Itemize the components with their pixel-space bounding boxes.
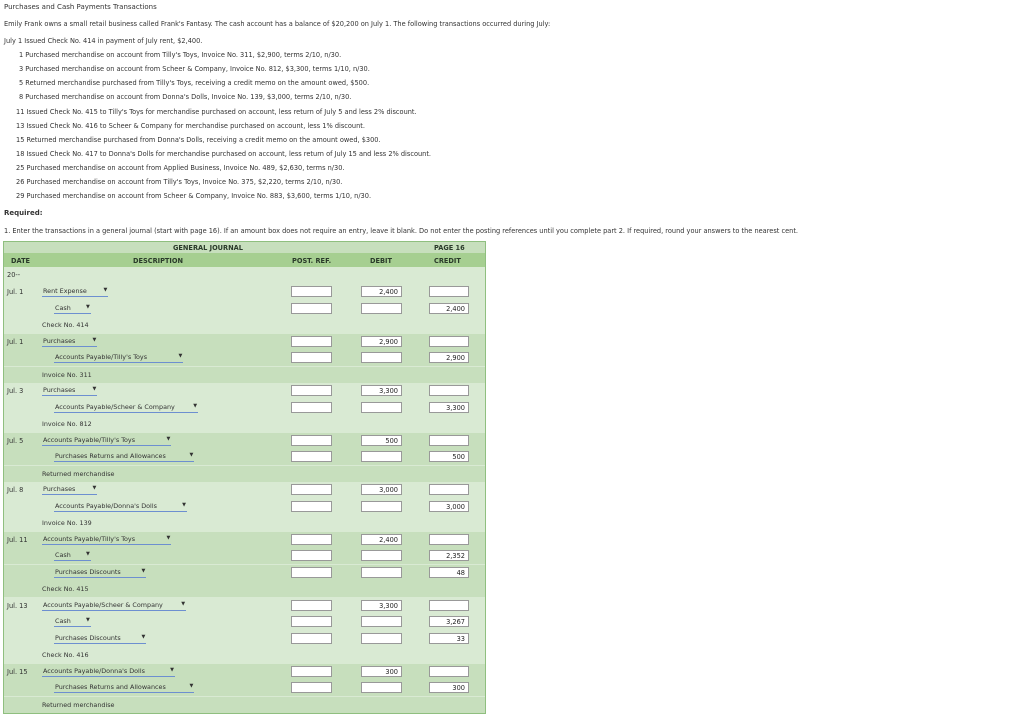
post-ref-input[interactable] [291, 501, 332, 512]
journal-entry-row [4, 301, 485, 317]
transaction-line: 25 Purchased merchandise on account from Applied Business, Invoice No. 489, $2,630, terms n/30. [16, 164, 345, 172]
journal-entry-row [4, 499, 485, 515]
entry-date: Jul. 5 [7, 436, 24, 445]
chevron-down-icon: ▼ [181, 600, 186, 607]
chevron-down-icon: ▼ [92, 336, 97, 343]
transaction-line: 1 Purchased merchandise on account from Tilly's Toys, Invoice No. 311, $2,900, terms 2/10, n/30. [19, 51, 342, 59]
transaction-line: July 1 Issued Check No. 414 in payment of July rent, $2,400. [4, 37, 203, 45]
post-ref-input[interactable] [291, 534, 332, 545]
account-select-label: Purchases Discounts [55, 633, 121, 642]
debit-input[interactable] [361, 501, 402, 512]
journal-entry-row [4, 449, 485, 465]
post-ref-input[interactable] [291, 633, 332, 644]
account-select-label: Purchases [43, 485, 76, 493]
chevron-down-icon: ▼ [193, 402, 198, 409]
account-select[interactable] [54, 304, 91, 314]
transaction-line: 29 Purchased merchandise on account from Scheer & Company, Invoice No. 883, $3,600, terms 1/10, n/30. [16, 192, 372, 200]
credit-header: CREDIT [434, 257, 461, 265]
account-select[interactable] [42, 386, 97, 396]
chevron-down-icon: ▼ [182, 501, 186, 508]
account-select[interactable] [42, 337, 97, 347]
journal-entry-row [4, 532, 485, 548]
journal-memo-row [4, 647, 485, 663]
journal-memo-row [4, 367, 485, 383]
credit-input[interactable] [429, 286, 469, 297]
post-ref-input[interactable] [291, 435, 332, 446]
journal-entry-row [4, 482, 485, 498]
post-ref-input[interactable] [291, 567, 332, 578]
journal-memo-row [4, 581, 485, 597]
credit-input[interactable]: 2,400 [429, 303, 469, 314]
credit-input[interactable] [429, 385, 469, 396]
journal-entry-row [4, 565, 485, 581]
description-header: DESCRIPTION [133, 257, 184, 265]
journal-memo-row [4, 466, 485, 482]
chevron-down-icon: ▼ [166, 534, 171, 541]
account-select-label: Cash [55, 303, 71, 312]
entry-memo: Check No. 415 [42, 585, 89, 593]
transaction-line: 26 Purchased merchandise on account from Tilly's Toys, Invoice No. 375, $2,220, terms 2/10, n/30. [16, 178, 343, 186]
credit-input[interactable]: 2,900 [429, 352, 469, 363]
account-select[interactable] [42, 601, 186, 611]
transaction-line: 5 Returned merchandise purchased from Tilly's Toys, receiving a credit memo on the amount owed, $500. [19, 79, 370, 87]
account-select[interactable] [54, 617, 91, 627]
instruction-text: 1. Enter the transactions in a general journal (start with page 16). If an amount box does not require an entry, leave it blank. Do not enter the posting references until you complete part 2. If required, round your answers to the nearest cent. [4, 227, 798, 235]
chevron-down-icon: ▼ [189, 452, 194, 458]
journal-memo-row [4, 515, 485, 531]
journal-entry-row [4, 548, 485, 564]
credit-input[interactable]: 33 [429, 633, 469, 644]
entry-memo: Returned merchandise [42, 469, 115, 478]
debit-input[interactable]: 2,400 [361, 286, 402, 297]
account-select[interactable] [42, 436, 171, 446]
debit-input[interactable] [361, 352, 402, 363]
post-ref-input[interactable] [291, 682, 332, 693]
account-select[interactable] [54, 403, 198, 413]
credit-input[interactable] [429, 666, 469, 677]
chevron-down-icon: ▼ [141, 633, 146, 640]
journal-entry-row [4, 284, 485, 300]
journal-page-number: PAGE 16 [434, 244, 465, 252]
debit-input[interactable] [361, 402, 402, 413]
entry-memo: Invoice No. 812 [42, 420, 92, 428]
entry-date: Jul. 13 [7, 601, 28, 610]
account-select-label: Accounts Payable/Tilly's Toys [43, 534, 136, 543]
journal-entry-row [4, 400, 485, 416]
entry-memo: Invoice No. 139 [42, 519, 92, 527]
account-select-label: Accounts Payable/Tilly's Toys [55, 353, 148, 361]
journal-entry-row [4, 383, 485, 399]
transaction-line: 15 Returned merchandise purchased from Donna's Dolls, receiving a credit memo on the amount owed, $300. [16, 136, 381, 144]
entry-date: Jul. 1 [7, 288, 24, 296]
account-select-label: Purchases [43, 386, 76, 394]
entry-memo: Check No. 416 [42, 651, 89, 659]
account-select[interactable] [42, 667, 175, 677]
entry-date: Jul. 11 [7, 535, 28, 544]
transaction-line: 13 Issued Check No. 416 to Scheer & Company for merchandise purchased on account, less 1% discount. [16, 122, 365, 130]
account-select[interactable] [54, 551, 91, 561]
general-journal [3, 241, 486, 714]
chevron-down-icon: ▼ [166, 435, 171, 442]
journal-entry-row [4, 664, 485, 680]
journal-entry-row [4, 334, 485, 350]
account-select-label: Accounts Payable/Donna's Dolls [55, 501, 157, 510]
debit-input[interactable]: 3,300 [361, 385, 402, 396]
entry-date: Jul. 15 [7, 667, 28, 676]
entry-memo: Check No. 414 [42, 321, 89, 329]
problem-intro: Emily Frank owns a small retail business called Frank's Fantasy. The cash account has a balance of $20,200 on July 1. The following transactions occurred during July: [4, 20, 551, 28]
post-ref-input[interactable] [291, 666, 332, 677]
entry-memo: Invoice No. 311 [42, 370, 92, 379]
journal-entry-row [4, 614, 485, 630]
credit-input[interactable] [429, 534, 469, 545]
journal-title: GENERAL JOURNAL [173, 244, 243, 252]
credit-input[interactable]: 48 [429, 567, 469, 578]
journal-entry-row [4, 598, 485, 614]
credit-input[interactable]: 500 [429, 451, 469, 462]
account-select[interactable] [42, 287, 108, 297]
post-ref-input[interactable] [291, 402, 332, 413]
chevron-down-icon: ▼ [141, 567, 146, 574]
account-select-label: Accounts Payable/Scheer & Company [43, 600, 163, 609]
account-select-label: Purchases Returns and Allowances [55, 683, 166, 691]
journal-title-bar [4, 242, 485, 253]
post-ref-input[interactable] [291, 451, 332, 462]
journal-entry-row [4, 680, 485, 696]
page-title: Purchases and Cash Payments Transactions [4, 3, 157, 11]
journal-memo-row [4, 697, 485, 713]
debit-header: DEBIT [370, 257, 392, 265]
debit-input[interactable] [361, 682, 402, 693]
chevron-down-icon: ▼ [92, 485, 97, 491]
chevron-down-icon: ▼ [178, 353, 183, 359]
transaction-line: 11 Issued Check No. 415 to Tilly's Toys for merchandise purchased on account, less return of July 5 and less 2% discount. [16, 108, 417, 116]
debit-input[interactable] [361, 550, 402, 561]
account-select[interactable] [42, 535, 171, 545]
account-select[interactable] [54, 353, 183, 363]
debit-input[interactable]: 300 [361, 666, 402, 677]
credit-input[interactable] [429, 600, 469, 611]
post-ref-input[interactable] [291, 286, 332, 297]
account-select-label: Purchases [43, 336, 76, 345]
debit-input[interactable]: 2,400 [361, 534, 402, 545]
account-select-label: Cash [55, 551, 71, 559]
credit-input[interactable]: 3,267 [429, 616, 469, 627]
post-ref-input[interactable] [291, 616, 332, 627]
debit-input[interactable]: 3,000 [361, 484, 402, 495]
journal-column-headers [4, 253, 485, 267]
account-select[interactable] [54, 634, 146, 644]
credit-input[interactable] [429, 484, 469, 495]
debit-input[interactable]: 2,900 [361, 336, 402, 347]
post-ref-input[interactable] [291, 550, 332, 561]
account-select-label: Rent Expense [43, 287, 87, 295]
account-select[interactable] [54, 568, 146, 578]
entry-date: Jul. 8 [7, 486, 24, 494]
post-ref-input[interactable] [291, 385, 332, 396]
journal-entry-row [4, 631, 485, 647]
account-select-label: Accounts Payable/Donna's Dolls [43, 666, 145, 675]
credit-input[interactable] [429, 435, 469, 446]
debit-input[interactable] [361, 451, 402, 462]
post-ref-header: POST. REF. [292, 257, 332, 265]
entry-memo: Returned merchandise [42, 700, 115, 709]
year-label: 20-- [7, 271, 21, 279]
journal-entry-row [4, 433, 485, 449]
account-select-label: Cash [55, 617, 71, 625]
debit-input[interactable] [361, 616, 402, 627]
account-select[interactable] [54, 683, 194, 693]
journal-memo-row [4, 416, 485, 432]
date-header: DATE [11, 257, 31, 265]
post-ref-input[interactable] [291, 336, 332, 347]
chevron-down-icon: ▼ [85, 551, 90, 557]
journal-memo-row [4, 317, 485, 333]
required-heading: Required: [4, 209, 43, 217]
debit-input[interactable] [361, 567, 402, 578]
debit-input[interactable] [361, 303, 402, 314]
year-row [4, 268, 485, 282]
account-select[interactable] [54, 452, 194, 462]
account-select-label: Purchases Returns and Allowances [55, 452, 166, 460]
chevron-down-icon: ▼ [85, 303, 90, 310]
post-ref-input[interactable] [291, 484, 332, 495]
transaction-line: 3 Purchased merchandise on account from Scheer & Company, Invoice No. 812, $3,300, terms 1/10, n/30. [19, 65, 370, 73]
credit-input[interactable]: 3,000 [429, 501, 469, 512]
credit-input[interactable]: 2,352 [429, 550, 469, 561]
credit-input[interactable]: 3,300 [429, 402, 469, 413]
account-select-label: Purchases Discounts [55, 567, 121, 576]
account-select-label: Accounts Payable/Tilly's Toys [43, 435, 136, 444]
chevron-down-icon: ▼ [189, 683, 194, 689]
debit-input[interactable]: 500 [361, 435, 402, 446]
debit-input[interactable] [361, 633, 402, 644]
chevron-down-icon: ▼ [170, 666, 174, 673]
entry-date: Jul. 1 [7, 337, 24, 346]
journal-entry-row [4, 350, 485, 366]
credit-input[interactable]: 300 [429, 682, 469, 693]
chevron-down-icon: ▼ [85, 617, 90, 623]
entry-date: Jul. 3 [7, 387, 24, 395]
chevron-down-icon: ▼ [92, 386, 97, 392]
account-select-label: Accounts Payable/Scheer & Company [55, 402, 175, 411]
account-select[interactable] [54, 502, 187, 512]
account-select[interactable] [42, 485, 97, 495]
debit-input[interactable]: 3,300 [361, 600, 402, 611]
post-ref-input[interactable] [291, 303, 332, 314]
post-ref-input[interactable] [291, 352, 332, 363]
transaction-line: 18 Issued Check No. 417 to Donna's Dolls for merchandise purchased on account, less return of July 15 and less 2% discount. [16, 150, 432, 158]
post-ref-input[interactable] [291, 600, 332, 611]
chevron-down-icon: ▼ [103, 287, 108, 293]
transaction-line: 8 Purchased merchandise on account from Donna's Dolls, Invoice No. 139, $3,000, terms 2/10, n/30. [19, 93, 352, 101]
credit-input[interactable] [429, 336, 469, 347]
